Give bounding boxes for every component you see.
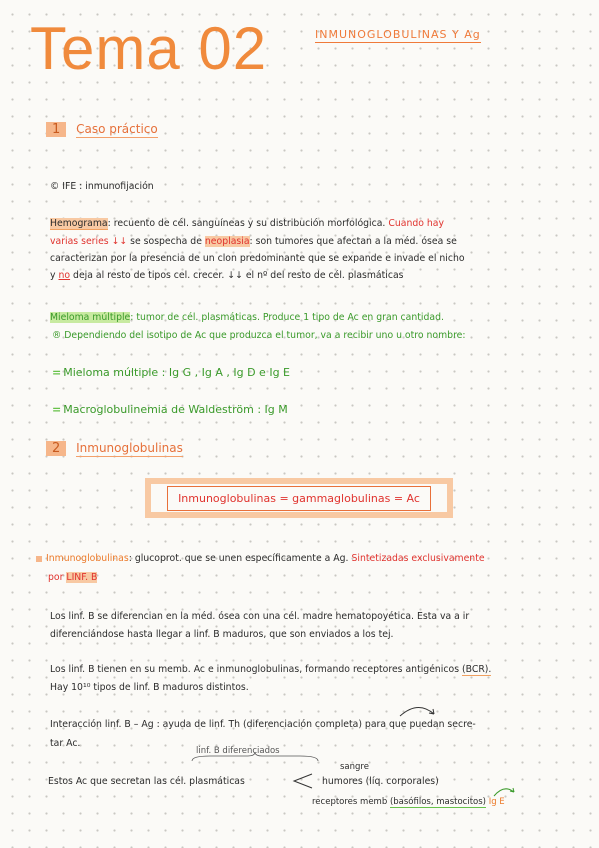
arrow-icon xyxy=(398,704,438,720)
definition-box xyxy=(145,478,453,518)
section-1-title: Caso práctico xyxy=(76,122,158,136)
p2-line-1 xyxy=(50,662,491,677)
hemograma-text-1: : recuento de cél. sanguíneas y su distribución morfológica. xyxy=(107,218,386,229)
section-1-heading xyxy=(46,122,158,137)
p3-line-2: tar Ac. xyxy=(50,738,81,749)
definition-box-text: Inmunoglobulinas = gammaglobulinas = Ac xyxy=(167,486,431,511)
hemograma-label: Hemograma xyxy=(50,218,108,229)
mieloma-item-2-text: Macroglobulinemia de Waldeström : Ig M xyxy=(63,403,288,416)
p4-main: Estos Ac que secretan las cél. plasmáticas xyxy=(48,776,245,787)
hemograma-line-4 xyxy=(50,268,404,283)
receptores-cells: (basófilos, mastocitos) xyxy=(389,797,486,807)
section-2-title: Inmunoglobulinas xyxy=(76,441,183,455)
page-subtitle: INMUNOGLOBULINAS Y Ag xyxy=(315,28,481,41)
mieloma-item-1-text: Mieloma múltiple : Ig G , Ig A , Ig D e Ig E xyxy=(63,366,290,379)
section-1-number: 1 xyxy=(46,122,66,137)
receptores-line xyxy=(312,795,505,810)
ig-def-line-1 xyxy=(36,551,485,566)
section-2-heading xyxy=(46,441,183,456)
hemograma-no: no xyxy=(58,270,71,281)
hemograma-line-2 xyxy=(50,234,457,249)
hemograma-line-3: caracterizan por la presencia de un clon predominante que se expande e invade el nicho xyxy=(50,253,465,264)
ig-def-label: Inmunoglobulinas xyxy=(46,553,129,564)
bullet-icon xyxy=(36,556,42,562)
page-title: Tema 02 xyxy=(30,15,268,82)
receptores-text: receptores memb xyxy=(312,797,388,807)
mieloma-item-2 xyxy=(52,403,288,416)
sangre-note: sangre xyxy=(340,762,369,772)
ige-term: Ig E xyxy=(488,797,505,807)
section-2-number: 2 xyxy=(46,441,66,456)
brace-icon xyxy=(190,755,320,763)
hemograma-text-4: deja al resto de tipos cel. crecer. ↓↓ el nº del resto de cél. plasmáticas xyxy=(73,270,404,281)
dash-icon: = xyxy=(52,403,62,416)
ife-note: © IFE : inmunofijación xyxy=(50,181,154,192)
arrow-icon xyxy=(290,772,314,790)
p3-line-1: Interacción linf. B – Ag : ayuda de linf. Th (diferenciación completa) para que puedan secre- xyxy=(50,719,476,730)
neoplasia-term: neoplasia xyxy=(204,236,250,247)
linf-b-term: LINF. B xyxy=(66,572,98,583)
hemograma-y: y xyxy=(50,270,56,281)
ig-def-red: Sintetizadas exclusivamente xyxy=(351,553,485,564)
p2-text-1: Los linf. B tienen en su memb. Ac e inmunoglobulinas, formando receptores antigénicos xyxy=(50,664,460,675)
dash-icon: = xyxy=(52,366,62,379)
mieloma-label: Mieloma múltiple xyxy=(50,312,131,323)
arrow-icon xyxy=(492,784,518,798)
p2-line-2: Hay 10¹⁰ tipos de linf. B maduros distintos. xyxy=(50,682,249,693)
mieloma-item-1 xyxy=(52,366,290,379)
ig-def-text: : glucoprot. que se unen específicamente a Ag. xyxy=(128,553,349,564)
ig-def-line-2 xyxy=(48,570,97,585)
hemograma-line-1 xyxy=(50,216,444,231)
mieloma-line-1 xyxy=(50,310,444,325)
mieloma-line-2: ® Dependiendo del isotipo de Ac que produzca el tumor, va a recibir uno u otro nombre: xyxy=(52,330,466,341)
p1-line-2: diferenciándose hasta llegar a linf. B maduros, que son enviados a los tej. xyxy=(50,629,394,640)
p1-line-1: Los linf. B se diferencian en la méd. ósea con una cél. madre hematopoyética. Esta va a ir xyxy=(50,611,470,622)
hemograma-red-1: Cuando hay xyxy=(388,218,444,229)
ig-def-por: por xyxy=(48,572,64,583)
humores-note: humores (líq. corporales) xyxy=(322,776,439,787)
mieloma-text-1: : tumor de cél. plasmáticas. Produce 1 tipo de Ac en gran cantidad. xyxy=(130,312,444,323)
hemograma-text-2b: : son tumores que afectan a la méd. ósea se xyxy=(249,236,457,247)
linf-b-dif-note: linf. B diferenciados xyxy=(196,746,280,756)
bcr-term: (BCR). xyxy=(462,664,492,675)
hemograma-text-2: se sospecha de xyxy=(130,236,202,247)
hemograma-red-2: varias series ↓↓ xyxy=(50,236,128,247)
